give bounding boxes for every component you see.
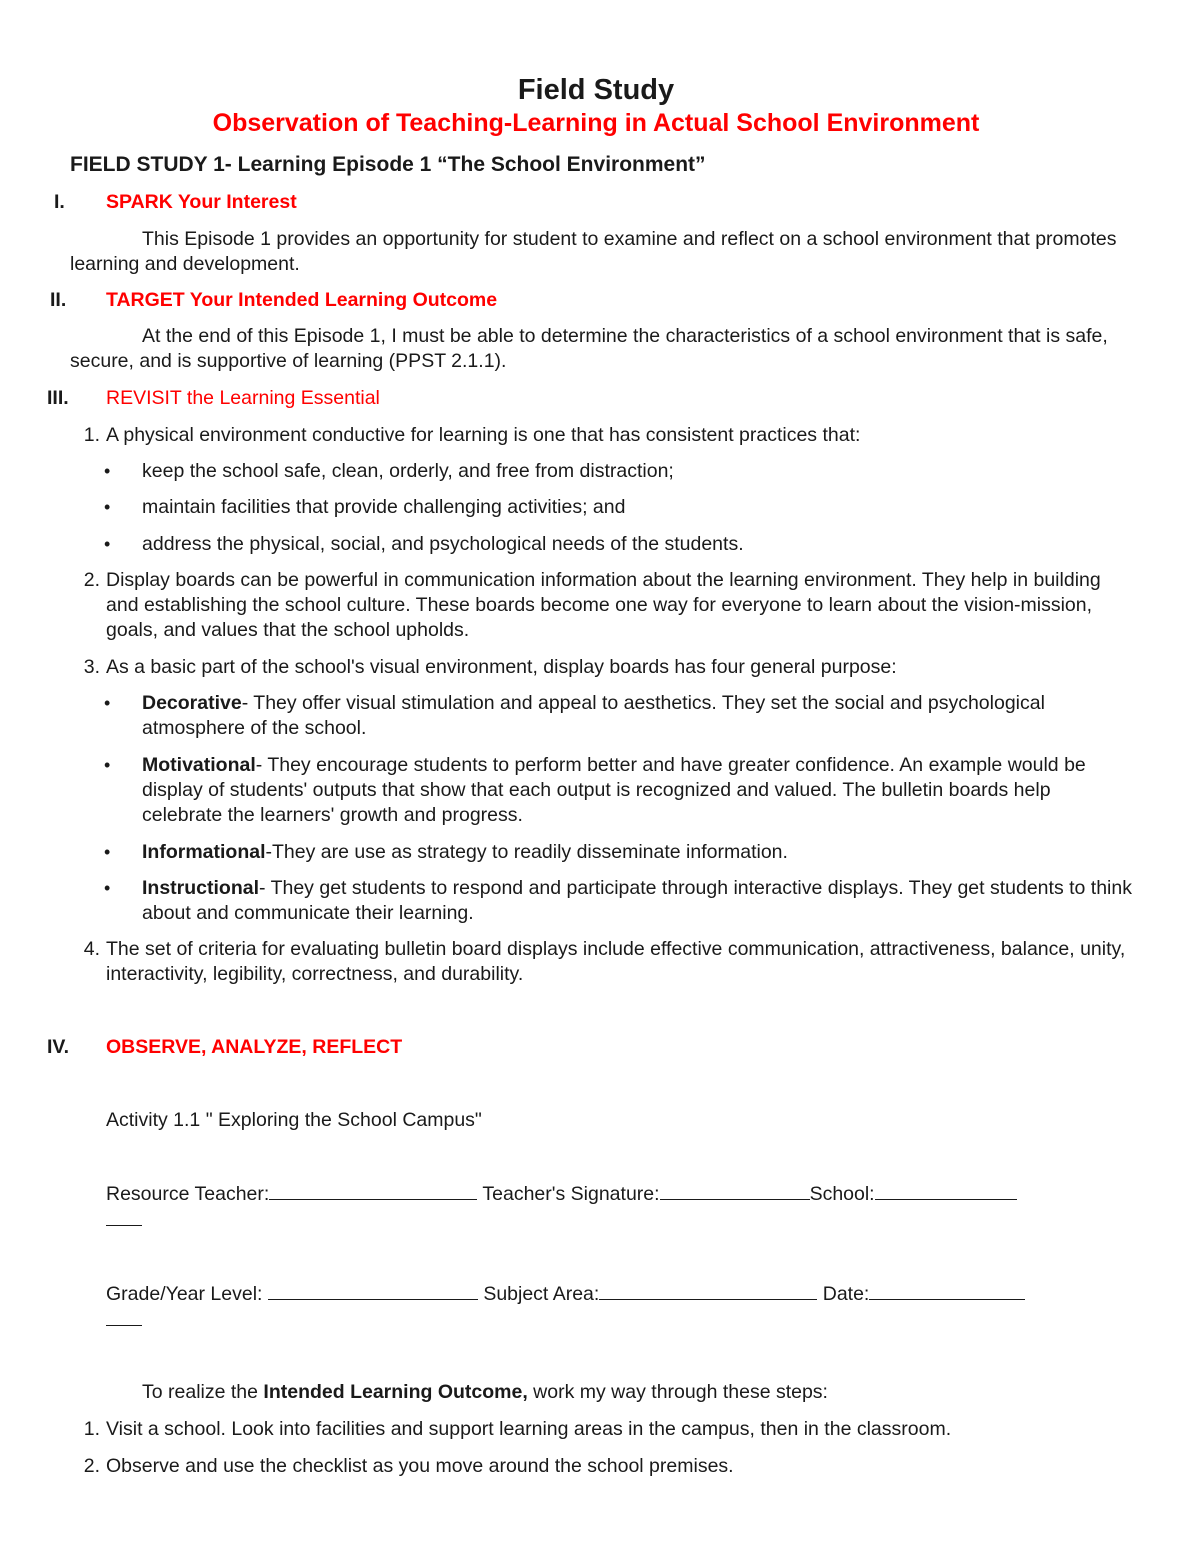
purpose-decorative: Decorative- They offer visual stimulation and appeal to aesthetics. They set the social and psychological atmosphere of the school. bbox=[142, 692, 1045, 739]
steps-intro: To realize the Intended Learning Outcome, work my way through these steps: bbox=[142, 1381, 828, 1403]
bullet-text: maintain facilities that provide challenging activities; and bbox=[142, 496, 626, 518]
list-item-text: Display boards can be powerful in communication information about the learning environment. They help in building and establishing the school culture. These boards become one way for everyone to learn about the vision-mission, goals, and values that the school upholds. bbox=[106, 569, 1101, 641]
section-4-title: OBSERVE, ANALYZE, REFLECT bbox=[106, 1036, 403, 1058]
purpose-instructional: Instructional- They get students to respond and participate through interactive displays. They get students to think about and communicate their learning. bbox=[142, 877, 1132, 924]
step-text: Visit a school. Look into facilities and support learning areas in the campus, then in the classroom. bbox=[106, 1418, 952, 1440]
grade-level-blank[interactable] bbox=[268, 1281, 478, 1300]
bullet-icon: • bbox=[104, 878, 111, 898]
date-label: Date: bbox=[822, 1283, 870, 1305]
list-item-text: A physical environment conductive for learning is one that has consistent practices that: bbox=[106, 424, 861, 446]
list-number: 2. bbox=[83, 569, 100, 591]
subject-area-label: Subject Area: bbox=[483, 1283, 600, 1305]
school-label: School: bbox=[809, 1183, 875, 1205]
step-number: 2. bbox=[83, 1455, 100, 1477]
purpose-motivational: Motivational- They encourage students to perform better and have greater confidence. An example would be display of students' outputs that show that each output is recognized and valued. The bulletin boards help celebrate the learners' growth and progress. bbox=[142, 754, 1086, 826]
section-1-numeral: I. bbox=[54, 191, 65, 213]
signature-blank[interactable] bbox=[660, 1181, 810, 1200]
section-1-body: This Episode 1 provides an opportunity for student to examine and reflect on a school environment that promotes learning and development. bbox=[70, 228, 1117, 275]
list-number: 4. bbox=[83, 938, 100, 960]
document-subtitle: Observation of Teaching-Learning in Actual School Environment bbox=[212, 109, 980, 137]
step-number: 1. bbox=[83, 1418, 100, 1440]
section-4-numeral: IV. bbox=[47, 1036, 70, 1058]
section-2-title: TARGET Your Intended Learning Outcome bbox=[106, 289, 498, 311]
signature-label: Teacher's Signature: bbox=[482, 1183, 660, 1205]
bullet-icon: • bbox=[104, 497, 111, 517]
form-row-1 bbox=[106, 1181, 1017, 1207]
resource-teacher-label: Resource Teacher: bbox=[106, 1183, 270, 1205]
resource-teacher-blank[interactable] bbox=[269, 1181, 477, 1200]
bullet-icon: • bbox=[104, 755, 111, 775]
section-3-title: REVISIT the Learning Essential bbox=[106, 387, 380, 409]
list-number: 1. bbox=[83, 424, 100, 446]
list-item-text: As a basic part of the school's visual environment, display boards has four general purpose: bbox=[106, 656, 897, 678]
date-blank[interactable] bbox=[869, 1281, 1025, 1300]
episode-heading: FIELD STUDY 1- Learning Episode 1 “The School Environment” bbox=[70, 153, 706, 176]
grade-level-label: Grade/Year Level: bbox=[106, 1283, 268, 1305]
list-item-text: The set of criteria for evaluating bulletin board displays include effective communication, attractiveness, balance, unity, interactivity, legibility, correctness, and durability. bbox=[106, 938, 1126, 985]
step-text: Observe and use the checklist as you move around the school premises. bbox=[106, 1455, 734, 1477]
section-2-numeral: II. bbox=[50, 289, 67, 311]
bullet-icon: • bbox=[104, 461, 111, 481]
section-1-title: SPARK Your Interest bbox=[106, 191, 297, 213]
form-row-2 bbox=[106, 1281, 1025, 1307]
school-blank-cont[interactable] bbox=[106, 1207, 142, 1226]
bullet-icon: • bbox=[104, 842, 111, 862]
list-number: 3. bbox=[83, 656, 100, 678]
bullet-icon: • bbox=[104, 534, 111, 554]
purpose-informational: Informational-They are use as strategy to readily disseminate information. bbox=[142, 841, 788, 863]
bullet-text: keep the school safe, clean, orderly, and free from distraction; bbox=[142, 460, 674, 482]
date-blank-cont[interactable] bbox=[106, 1307, 142, 1326]
form-row-1-continuation bbox=[106, 1207, 142, 1233]
bullet-icon: • bbox=[104, 693, 111, 713]
activity-title: Activity 1.1 " Exploring the School Campus" bbox=[106, 1109, 482, 1131]
bullet-text: address the physical, social, and psychological needs of the students. bbox=[142, 533, 744, 555]
form-row-2-continuation bbox=[106, 1307, 142, 1333]
section-3-numeral: III. bbox=[47, 387, 69, 409]
subject-area-blank[interactable] bbox=[599, 1281, 817, 1300]
document-title: Field Study bbox=[517, 74, 675, 106]
section-2-body: At the end of this Episode 1, I must be able to determine the characteristics of a school environment that is safe, secure, and is supportive of learning (PPST 2.1.1). bbox=[70, 325, 1108, 372]
school-blank[interactable] bbox=[875, 1181, 1017, 1200]
